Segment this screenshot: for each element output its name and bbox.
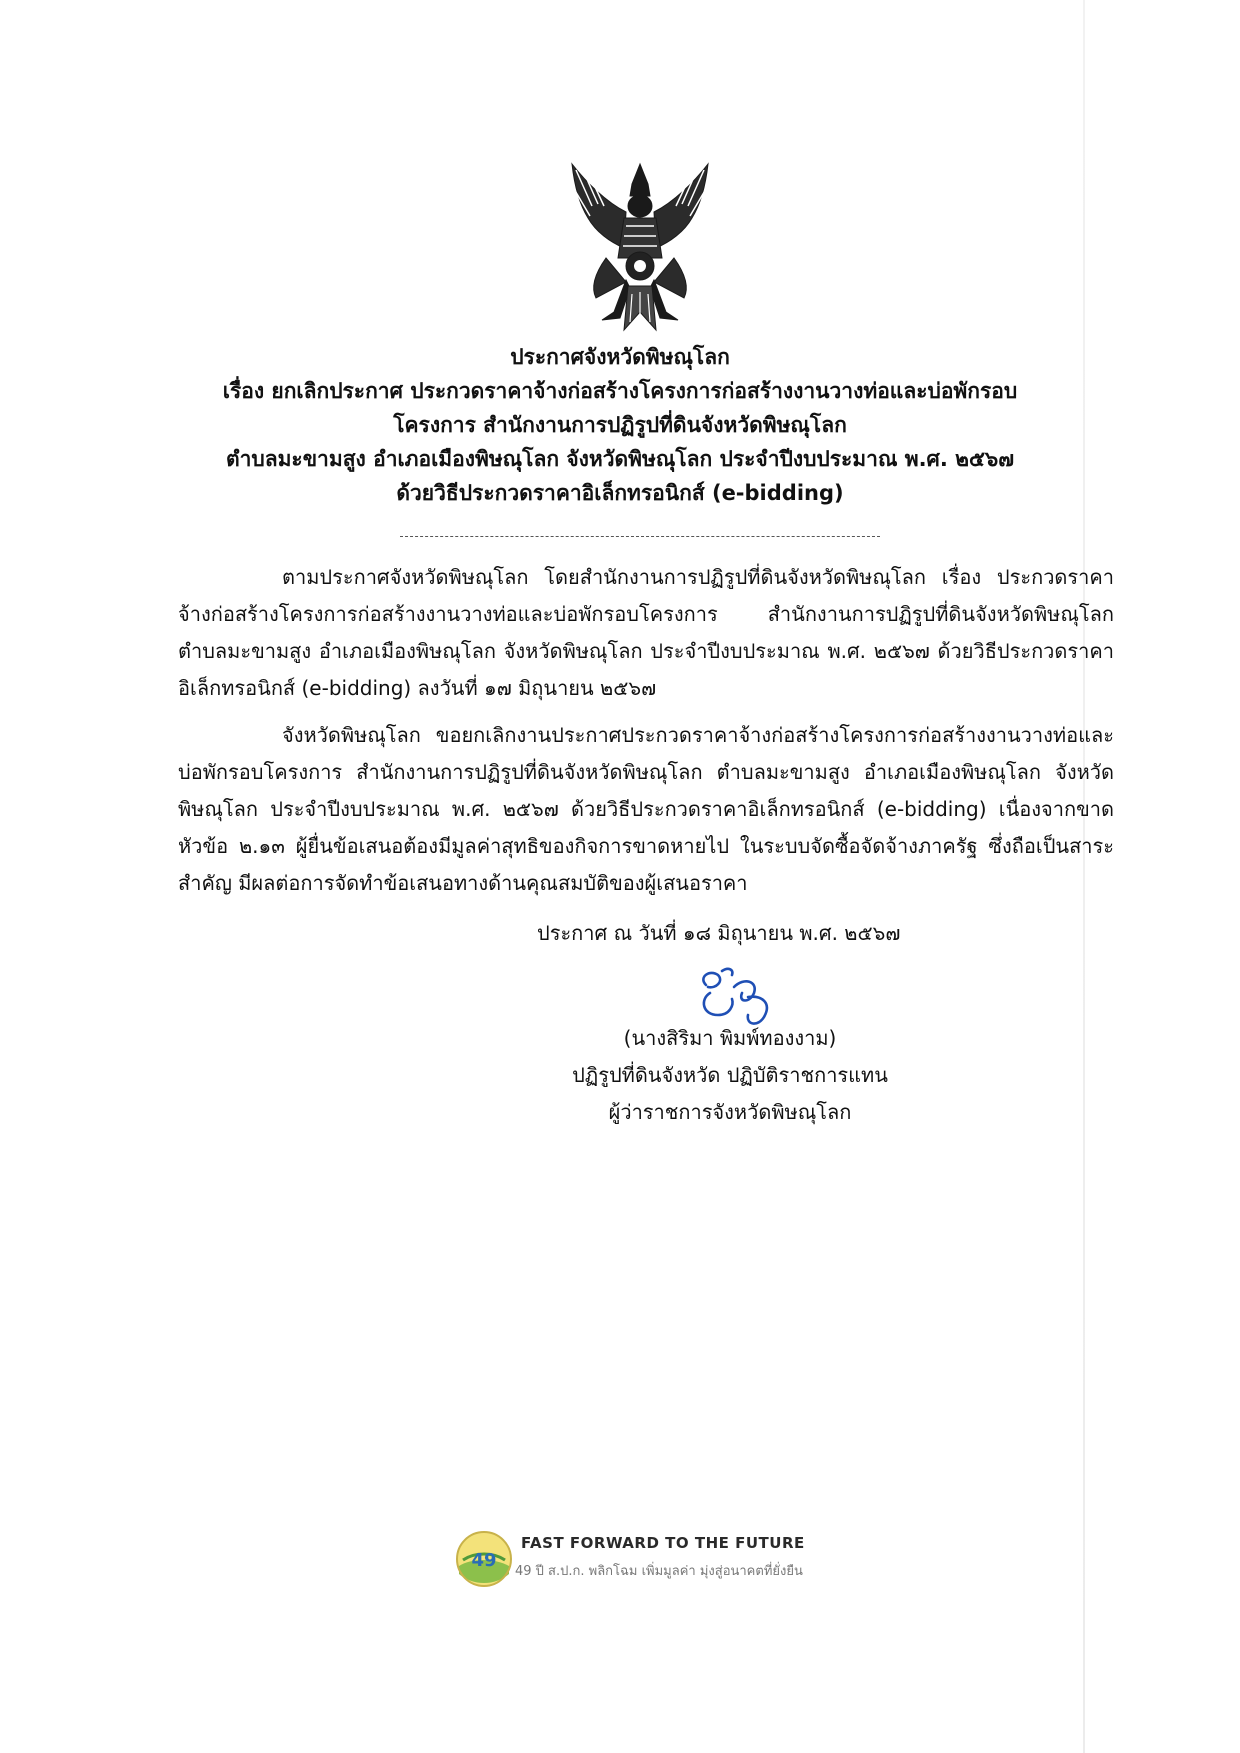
footer-subtitle: 49 ปี ส.ป.ก. พลิกโฉม เพิ่มมูลค่า มุ่งสู่อนาคตที่ยั่งยืน <box>515 1564 803 1579</box>
paragraph-text: ตามประกาศจังหวัดพิษณุโลก โดยสำนักงานการปฏิรูปที่ดินจังหวัดพิษณุโลก เรื่อง ประกวดราคาจ้างก่อสร้างโครงการก่อสร้างงานวางท่อและบ่อพักรอบโครงการ สำนักงานการปฏิรูปที่ดินจังหวัดพิษณุโลก ตำบลมะขามสูง อำเภอเมืองพิษณุโลก จังหวัดพิษณุโลก ประจำปีงบประมาณ พ.ศ. ๒๕๖๗ ด้วยวิธีประกวดราคาอิเล็กทรอนิกส์ (e-bidding) ลงวันที่ ๑๗ มิถุนายน ๒๕๖๗ <box>178 565 1114 700</box>
signatory-block <box>560 1020 900 1131</box>
paragraph-text: จังหวัดพิษณุโลก ขอยกเลิกงานประกาศประกวดราคาจ้างก่อสร้างโครงการก่อสร้างงานวางท่อและบ่อพักรอบโครงการ สำนักงานการปฏิรูปที่ดินจังหวัดพิษณุโลก ตำบลมะขามสูง อำเภอเมืองพิษณุโลก จังหวัดพิษณุโลก ประจำปีงบประมาณ พ.ศ. ๒๕๖๗ ด้วยวิธีประกวดราคาอิเล็กทรอนิกส์ (e-bidding) เนื่องจากขาดหัวข้อ ๒.๑๓ ผู้ยื่นข้อเสนอต้องมีมูลค่าสุทธิของกิจการขาดหายไป ในระบบจัดซื้อจัดจ้างภาครัฐ ซึ่งถือเป็นสาระสำคัญ มีผลต่อการจัดทำข้อเสนอทางด้านคุณสมบัติของผู้เสนอราคา <box>178 723 1114 895</box>
document-header <box>130 340 1110 510</box>
footer-title: FAST FORWARD TO THE FUTURE <box>521 1534 805 1552</box>
body-paragraph-1 <box>178 559 1114 707</box>
signatory-position-2: ผู้ว่าราชการจังหวัดพิษณุโลก <box>608 1100 852 1124</box>
signatory-position: ปฏิรูปที่ดินจังหวัด ปฏิบัติราชการแทน <box>572 1063 888 1087</box>
header-subject: เรื่อง ยกเลิกประกาศ ประกวดราคาจ้างก่อสร้างโครงการก่อสร้างงานวางท่อและบ่อพักรอบ <box>222 379 1018 403</box>
header-project: โครงการ สำนักงานการปฏิรูปที่ดินจังหวัดพิษณุโลก <box>393 413 847 437</box>
footer-logo-number: 49 <box>471 1550 497 1571</box>
header-method: ด้วยวิธีประกวดราคาอิเล็กทรอนิกส์ (e-bidding) <box>396 481 844 505</box>
alro-49-years-logo-icon <box>455 1530 513 1588</box>
garuda-emblem-icon <box>566 162 714 332</box>
body-paragraph-2 <box>178 717 1114 902</box>
header-title: ประกาศจังหวัดพิษณุโลก <box>510 345 730 369</box>
header-location: ตำบลมะขามสูง อำเภอเมืองพิษณุโลก จังหวัดพิษณุโลก ประจำปีงบประมาณ พ.ศ. ๒๕๖๗ <box>225 447 1015 471</box>
announcement-date: ประกาศ ณ วันที่ ๑๘ มิถุนายน พ.ศ. ๒๕๖๗ <box>537 921 901 945</box>
footer-banner <box>455 1528 875 1590</box>
signatory-name: (นางสิริมา พิมพ์ทองงาม) <box>623 1026 837 1050</box>
header-separator <box>400 536 880 537</box>
